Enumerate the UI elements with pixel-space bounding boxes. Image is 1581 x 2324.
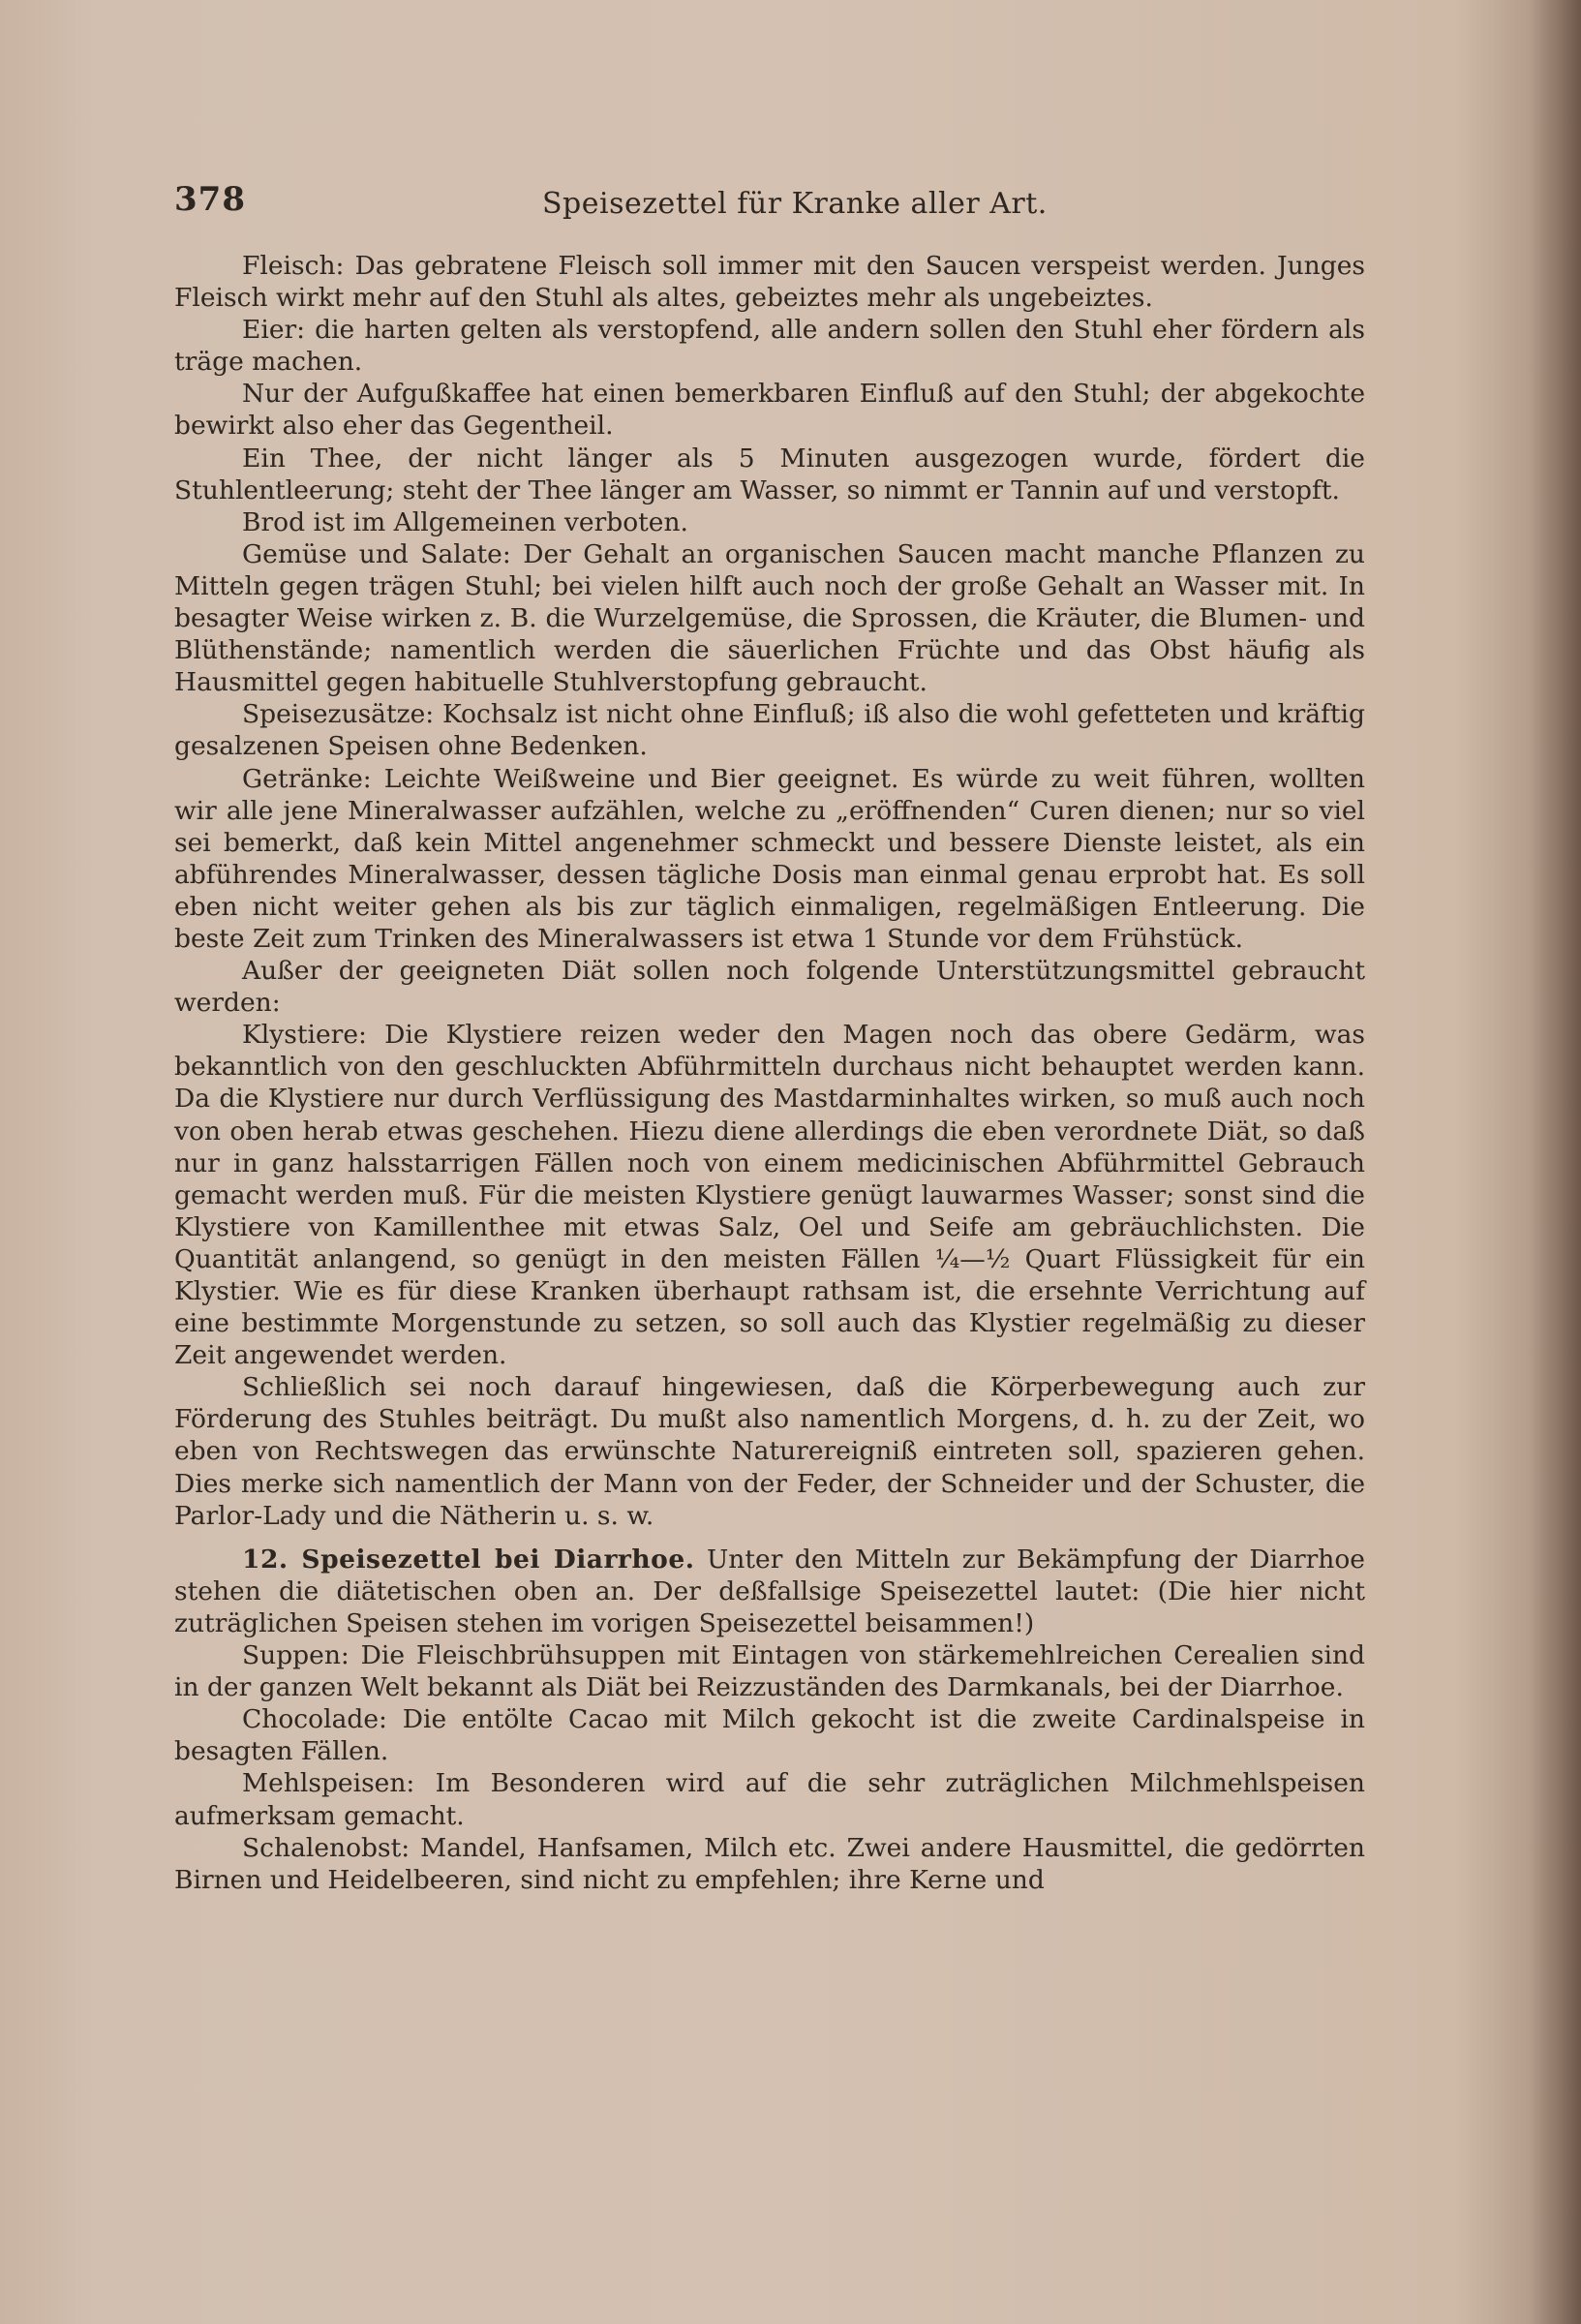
- paragraph-chocolade: Chocolade: Die entölte Cacao mit Milch gekocht ist die zweite Cardinalspeise in besagten Fällen.: [174, 1704, 1365, 1767]
- paragraph-eier: Eier: die harten gelten als verstopfend, alle andern sollen den Stuhl eher fördern als träge machen.: [174, 315, 1365, 378]
- page-content: [174, 180, 1365, 1896]
- paragraph-gemuese: Gemüse und Salate: Der Gehalt an organischen Saucen macht manche Pflanzen zu Mitteln gegen trägen Stuhl; bei vielen hilft auch noch der große Gehalt an Wasser mit. In besagter Weise wirken z. B. die Wurzelgemüse, die Sprossen, die Kräuter, die Blumen- und Blüthenstände; namentlich werden die säuerlichen Früchte und das Obst häufig als Hausmittel gegen habituelle Stuhlverstopfung gebraucht.: [174, 538, 1365, 698]
- paragraph-getraenke: Getränke: Leichte Weißweine und Bier geeignet. Es würde zu weit führen, wollten wir alle jene Mineralwasser aufzählen, welche zu „eröffnenden“ Curen dienen; nur so viel sei bemerkt, daß kein Mittel angenehmer schmeckt und bessere Dienste leistet, als ein abführendes Mineralwasser, dessen tägliche Dosis man einmal genau erprobt hat. Es soll eben nicht weiter gehen als bis zur täglich einmaligen, regelmäßigen Entleerung. Die beste Zeit zum Trinken des Mineralwassers ist etwa 1 Stunde vor dem Frühstück.: [174, 763, 1365, 954]
- paragraph-mehlspeisen: Mehlspeisen: Im Besonderen wird auf die sehr zuträglichen Milchmehlspeisen aufmerksam gemacht.: [174, 1768, 1365, 1831]
- paragraph-unterstuetzung: Außer der geeigneten Diät sollen noch folgende Unterstützungsmittel gebraucht werden:: [174, 956, 1365, 1019]
- paragraph-schalenobst: Schalenobst: Mandel, Hanfsamen, Milch etc. Zwei andere Hausmittel, die gedörrten Birnen und Heidelbeeren, sind nicht zu empfehlen; ihre Kerne und: [174, 1832, 1365, 1895]
- paragraph-brod: Brod ist im Allgemeinen verboten.: [242, 506, 688, 537]
- paragraph-koerperbewegung: Schließlich sei noch darauf hingewiesen, daß die Körperbewegung auch zur Förderung des Stuhles beiträgt. Du mußt also namentlich Morgens, d. h. zu der Zeit, wo eben von Rechtswegen das erwünschte Naturereigniß eintreten soll, spazieren gehen. Dies merke sich namentlich der Mann von der Feder, der Schneider und der Schuster, die Parlor-Lady und die Nätherin u. s. w.: [174, 1372, 1365, 1531]
- paragraph-suppen: Suppen: Die Fleischbrühsuppen mit Eintagen von stärkemehlreichen Cerealien sind in der ganzen Welt bekannt als Diät bei Reizzuständen des Darmkanals, bei der Diarrhoe.: [174, 1640, 1365, 1703]
- paragraph-kaffee: Nur der Aufgußkaffee hat einen bemerkbaren Einfluß auf den Stuhl; der abgekochte bewirkt also eher das Gegentheil.: [174, 379, 1365, 442]
- section-diarrhoe: [174, 1544, 1365, 1639]
- section-heading: 12. Speisezettel bei Diarrhoe.: [242, 1544, 695, 1575]
- paragraph-thee: Ein Thee, der nicht länger als 5 Minuten ausgezogen wurde, fördert die Stuhlentleerung; steht der Thee länger am Wasser, so nimmt er Tannin auf und verstopft.: [174, 443, 1365, 505]
- running-head: [174, 180, 1365, 242]
- page-number: 378: [174, 180, 246, 219]
- paragraph-fleisch: Fleisch: Das gebratene Fleisch soll immer mit den Saucen verspeist werden. Junges Fleisch wirkt mehr auf den Stuhl als altes, gebeiztes mehr als ungebeiztes.: [174, 251, 1365, 314]
- running-title: Speisezettel für Kranke aller Art.: [542, 187, 1048, 221]
- page-spine-shadow: [1528, 0, 1581, 2324]
- paragraph-klystiere: Klystiere: Die Klystiere reizen weder den Magen noch das obere Gedärm, was bekanntlich von den geschluckten Abführmitteln durchaus nicht behauptet werden kann. Da die Klystiere nur durch Verflüssigung des Mastdarminhaltes wirken, so muß auch noch von oben herab etwas geschehen. Hiezu diene allerdings die eben verordnete Diät, so daß nur in ganz halsstarrigen Fällen noch von einem medicinischen Abführmittel Gebrauch gemacht werden muß. Für die meisten Klystiere genügt lauwarmes Wasser; sonst sind die Klystiere von Kamillenthee mit etwas Salz, Oel und Seife am gebräuchlichsten. Die Quantität anlangend, so genügt in den meisten Fällen ¼—½ Quart Flüssigkeit für ein Klystier. Wie es für diese Kranken überhaupt rathsam ist, die ersehnte Verrichtung auf eine bestimmte Morgenstunde zu setzen, so soll auch das Klystier regelmäßig zu dieser Zeit angewendet werden.: [174, 1020, 1365, 1371]
- section-intro: Unter den Mitteln zur Bekämpfung der Diarrhoe stehen die diätetischen oben an. Der deßfallsige Speisezettel lautet: (Die hier nicht zuträglichen Speisen stehen im vorigen Speisezettel beisammen!): [174, 1544, 1365, 1638]
- paragraph-speisezusaetze: Speisezusätze: Kochsalz ist nicht ohne Einfluß; iß also die wohl gefetteten und kräftig gesalzenen Speisen ohne Bedenken.: [174, 699, 1365, 762]
